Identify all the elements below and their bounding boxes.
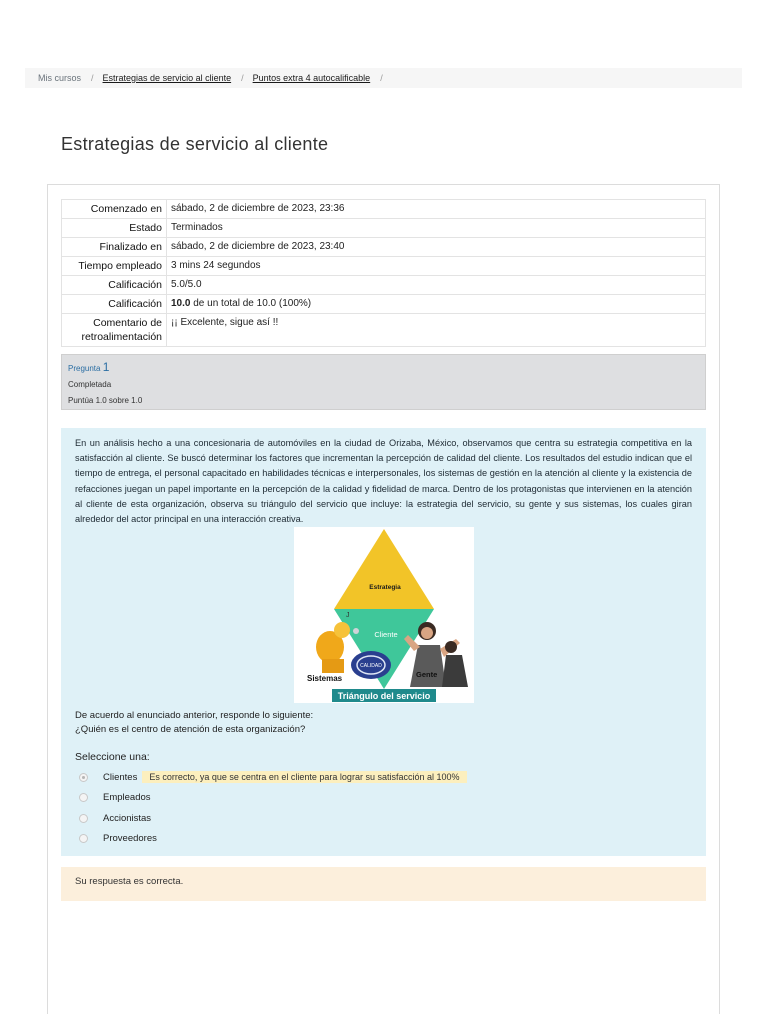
question-formulation (61, 428, 706, 856)
question-grade: Puntúa 1.0 sobre 1.0 (68, 396, 143, 405)
grade-value: 10.0 (171, 298, 191, 309)
answer-label: Empleados (103, 792, 151, 804)
answer-outcome (61, 867, 706, 901)
answer-feedback: Es correcto, ya que se centra en el cliente para lograr su satisfacción al 100% (142, 771, 466, 783)
summary-row (62, 314, 706, 347)
people-label: Gente (416, 670, 438, 679)
question-number-value: 1 (102, 360, 110, 374)
answer-label: Proveedores (103, 833, 157, 845)
answer-radio[interactable] (79, 814, 88, 823)
answer-option[interactable] (75, 788, 467, 809)
summary-row (62, 238, 706, 257)
summary-label: Tiempo empleado (62, 257, 167, 276)
summary-row (62, 276, 706, 295)
summary-value: sábado, 2 de diciembre de 2023, 23:36 (167, 200, 706, 219)
breadcrumb-home[interactable]: Mis cursos (38, 73, 82, 83)
breadcrumb-course-link[interactable]: Estrategias de servicio al cliente (102, 73, 232, 83)
answer-label: Accionistas (103, 812, 152, 824)
answer-radio[interactable] (79, 834, 88, 843)
summary-label: Estado (62, 219, 167, 238)
question-state: Completada (68, 380, 112, 389)
question-info (61, 354, 706, 410)
summary-row (62, 200, 706, 219)
quality-badge-text: CALIDAD (360, 663, 382, 669)
question-prompt (75, 709, 313, 737)
outcome-text: Su respuesta es correcta. (75, 876, 184, 887)
summary-value: 3 mins 24 segundos (167, 257, 706, 276)
grade-total: de un total de 10.0 (100%) (190, 298, 312, 309)
answer-option[interactable] (75, 808, 467, 829)
summary-value: 5.0/5.0 (167, 276, 706, 295)
summary-value: Terminados (167, 219, 706, 238)
breadcrumb (25, 68, 742, 88)
breadcrumb-separator: / (380, 73, 383, 83)
systems-label: Sistemas (307, 674, 343, 683)
decorative-glyph: J (346, 612, 350, 619)
question-text: En un análisis hecho a una concesionaria de automóviles en la ciudad de Orizaba, México, observamos que centra su estrategia competitiva en la satisfacción al cliente. Se buscó determinar los factores que incrementan la percepción de calidad del cliente. Los resultados del estudio indican que el tiempo de entrega, el personal capacitado en habilidades técnicas e interpersonales, los sistemas de gestión en la atención al cliente y la existencia de refacciones juegan un papel importante en la percepción de la calidad y fidelidad de marca. Dentro de los protagonistas que intervienen en la atención al cliente de esta organización, observa su triángulo del servicio que incluye: la estrategia del servicio, su gente y sus sistemas, los cuales giran alrededor del actor principal en una interacción creativa. (75, 438, 692, 525)
service-triangle-diagram (294, 527, 474, 703)
service-triangle-figure (294, 527, 474, 703)
strategy-triangle (334, 529, 434, 609)
answer-radio-selected[interactable] (79, 773, 88, 782)
attempt-summary-table (61, 199, 706, 347)
answer-label: Clientes (103, 771, 138, 783)
summary-row (62, 295, 706, 314)
summary-label: Comentario de retroalimentación (62, 314, 167, 347)
prompt-line: De acuerdo al enunciado anterior, responde lo siguiente: (75, 710, 314, 721)
select-one-label: Seleccione una: (75, 751, 150, 763)
summary-label: Finalizado en (62, 238, 167, 257)
question-number (68, 359, 699, 377)
summary-row (62, 219, 706, 238)
summary-label: Calificación (62, 276, 167, 295)
breadcrumb-separator: / (241, 73, 244, 83)
summary-label: Comenzado en (62, 200, 167, 219)
prompt-question: ¿Quién es el centro de atención de esta organización? (75, 724, 306, 735)
answer-option[interactable] (75, 767, 467, 788)
client-label: Cliente (374, 630, 398, 639)
answer-option[interactable] (75, 829, 467, 850)
summary-value: ¡¡ Excelente, sigue así !! (167, 314, 706, 347)
breadcrumb-separator: / (91, 73, 94, 83)
question-label: Pregunta (68, 364, 101, 373)
page-title: Estrategias de servicio al cliente (61, 134, 329, 154)
strategy-label: Estrategia (369, 584, 401, 591)
breadcrumb-activity-link[interactable]: Puntos extra 4 autocalificable (252, 73, 371, 83)
summary-label: Calificación (62, 295, 167, 314)
answer-radio[interactable] (79, 793, 88, 802)
summary-value: sábado, 2 de diciembre de 2023, 23:40 (167, 238, 706, 257)
answer-options (75, 767, 467, 849)
summary-row (62, 257, 706, 276)
figure-caption: Triángulo del servicio (337, 691, 431, 701)
summary-value (167, 295, 706, 314)
